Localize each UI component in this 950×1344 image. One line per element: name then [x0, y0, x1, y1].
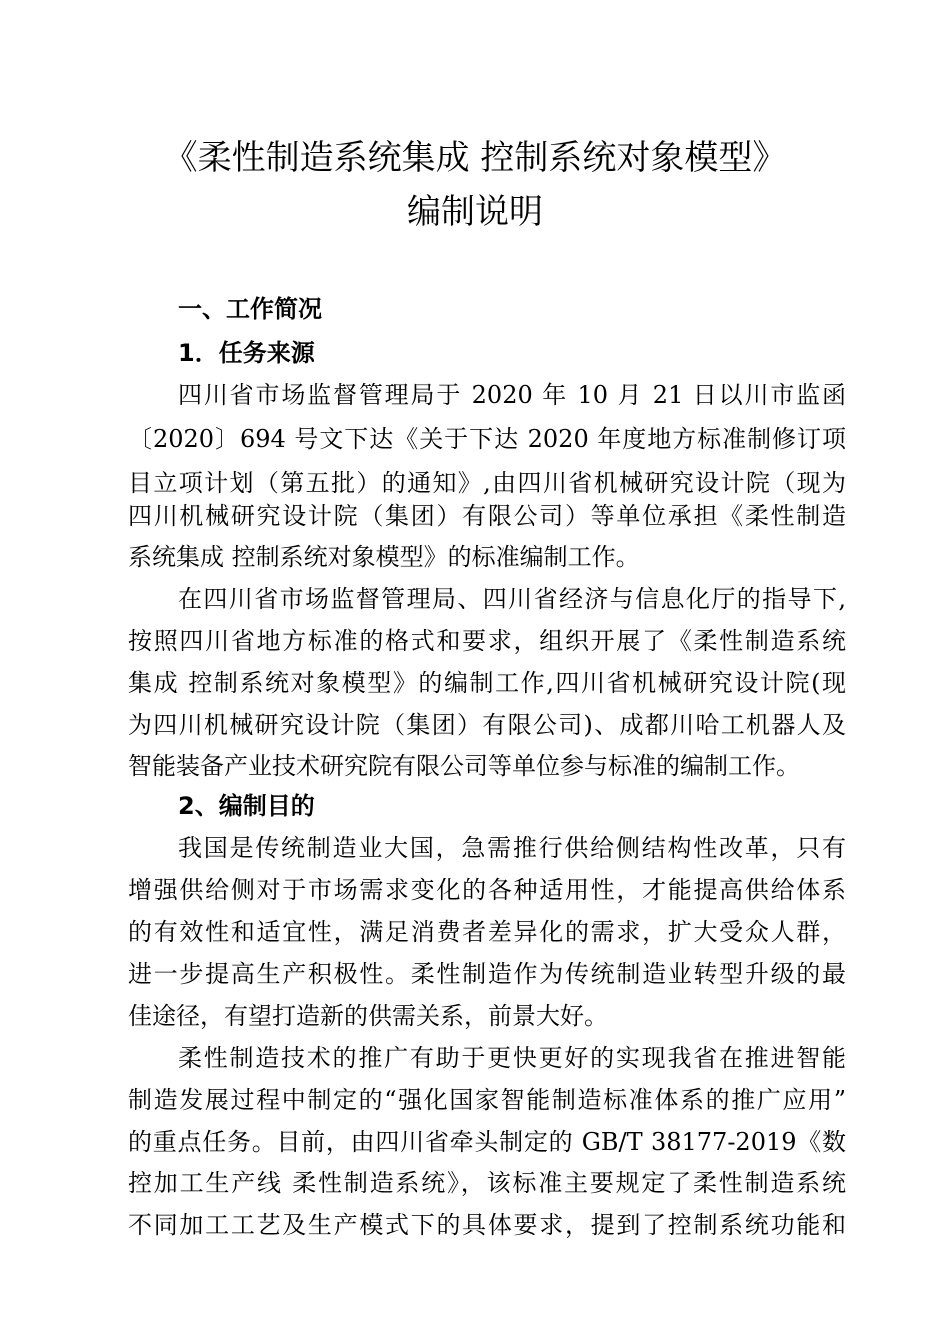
- paragraph-line: 柔性制造技术的推广有助于更快更好的实现我省在推进智能: [178, 1044, 846, 1072]
- paragraph-line: 在四川省市场监督管理局、四川省经济与信息化厅的指导下,: [178, 585, 846, 613]
- document-subtitle: 编制说明: [407, 192, 543, 232]
- paragraph-line: 进一步提高生产积极性。柔性制造作为传统制造业转型升级的最: [128, 960, 846, 988]
- document-title: 《柔性制造系统集成 控制系统对象模型》: [163, 138, 787, 178]
- subsection-heading-purpose: 2、编制目的: [178, 792, 315, 820]
- paragraph-line: 佳途径，有望打造新的供需关系，前景大好。: [128, 1002, 608, 1030]
- paragraph-line: 四川省市场监督管理局于 2020 年 10 月 21 日以川市监函: [178, 381, 846, 409]
- paragraph-line: 〔2020〕694 号文下达《关于下达 2020 年度地方标准制修订项: [128, 425, 846, 453]
- paragraph-line: 按照四川省地方标准的格式和要求，组织开展了《柔性制造系统: [128, 627, 846, 655]
- paragraph-line: 控加工生产线 柔性制造系统》，该标准主要规定了柔性制造系统: [128, 1169, 846, 1197]
- section-heading-work-overview: 一、工作简况: [178, 295, 322, 323]
- paragraph-line: 我国是传统制造业大国，急需推行供给侧结构性改革，只有: [178, 834, 846, 862]
- paragraph-line: 集成 控制系统对象模型》的编制工作,四川省机械研究设计院(现: [128, 669, 846, 697]
- paragraph-line: 制造发展过程中制定的“强化国家智能制造标准体系的推广应用”: [128, 1086, 846, 1114]
- paragraph-line: 为四川机械研究设计院（集团）有限公司)、成都川哈工机器人及: [128, 711, 846, 739]
- paragraph-line: 的有效性和适宜性，满足消费者差异化的需求，扩大受众人群，: [128, 918, 846, 946]
- paragraph-line: 系统集成 控制系统对象模型》的标准编制工作。: [128, 543, 640, 571]
- paragraph-line: 的重点任务。目前，由四川省牵头制定的 GB/T 38177-2019《数: [128, 1128, 846, 1156]
- subsection-heading-task-source: 1．任务来源: [178, 339, 315, 367]
- paragraph-line: 目立项计划（第五批）的通知》,由四川省机械研究设计院（现为: [128, 469, 846, 497]
- paragraph-line: 不同加工工艺及生产模式下的具体要求，提到了控制系统功能和: [128, 1211, 846, 1239]
- paragraph-line: 四川机械研究设计院（集团）有限公司）等单位承担《柔性制造: [128, 502, 846, 530]
- paragraph-line: 增强供给侧对于市场需求变化的各种适用性，才能提高供给体系: [128, 876, 846, 904]
- paragraph-line: 智能装备产业技术研究院有限公司等单位参与标准的编制工作。: [128, 752, 800, 780]
